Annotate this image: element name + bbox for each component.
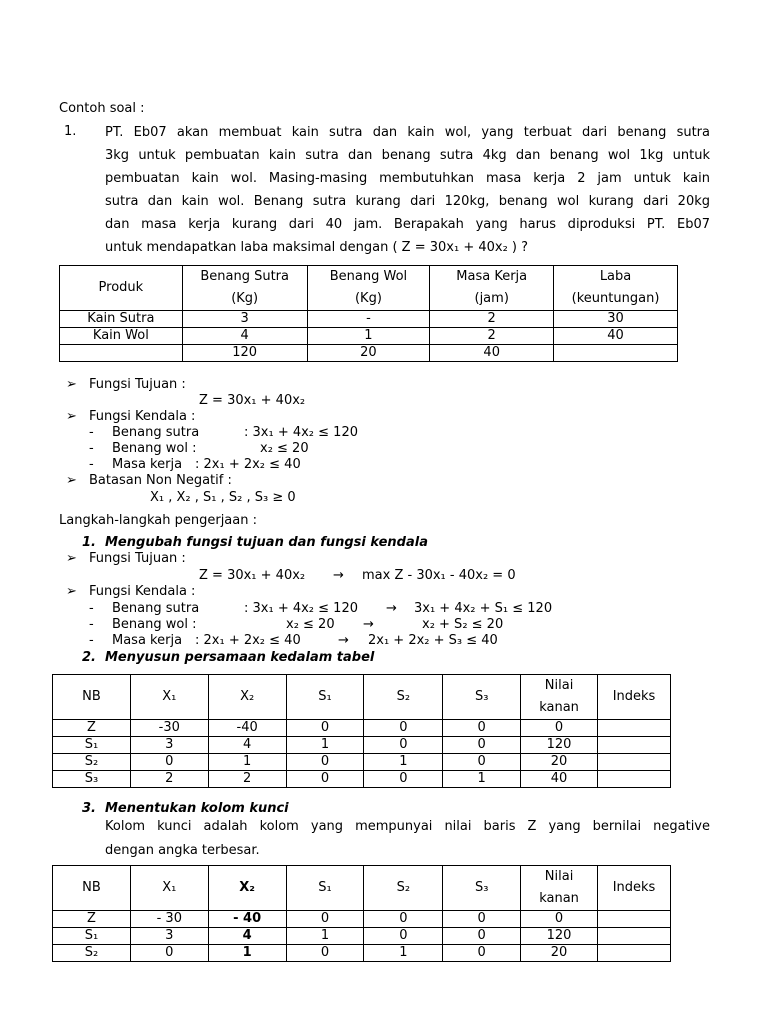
table-cell bbox=[554, 345, 678, 362]
table-cell: 0 bbox=[364, 928, 443, 945]
table-header-cell: Masa Kerja (jam) bbox=[430, 266, 554, 311]
table-cell bbox=[60, 345, 183, 362]
problem-line: 3kg untuk pembuatan kain sutra dan benang sutra 4kg dan benang wol 1kg untuk bbox=[105, 148, 710, 163]
table-cell: 2 bbox=[430, 328, 554, 345]
table-cell: 1 bbox=[208, 754, 286, 771]
problem-line: dan masa kerja kurang dari 40 jam. Berapakah yang harus diproduksi PT. Eb07 bbox=[105, 217, 710, 232]
arrow-icon: → bbox=[363, 617, 374, 632]
table-cell: S₁ bbox=[53, 737, 131, 754]
key-column-header: X₂ bbox=[208, 866, 286, 911]
table-cell: 0 bbox=[443, 928, 521, 945]
nonneg-label: Batasan Non Negatif : bbox=[89, 473, 232, 488]
table-cell: 0 bbox=[443, 945, 521, 962]
table-cell: 1 bbox=[286, 737, 364, 754]
constraint-label: Benang sutra bbox=[112, 601, 200, 616]
table-row bbox=[60, 311, 678, 328]
step-title: Mengubah fungsi tujuan dan fungsi kendala bbox=[105, 535, 428, 550]
tujuan-equation: Z = 30x₁ + 40x₂ bbox=[199, 568, 306, 583]
tujuan-equation: Z = 30x₁ + 40x₂ bbox=[199, 393, 306, 408]
constraint-result: 2x₁ + 2x₂ + S₃ ≤ 40 bbox=[368, 633, 498, 648]
constraint-result: 3x₁ + 4x₂ + S₁ ≤ 120 bbox=[414, 601, 553, 616]
bullet-icon: ➢ bbox=[66, 551, 77, 566]
table-header-cell: S₂ bbox=[364, 866, 443, 911]
table-cell: 2 bbox=[130, 771, 208, 788]
constraint-label: Benang sutra bbox=[112, 425, 200, 440]
description-line: dengan angka terbesar. bbox=[105, 843, 260, 858]
steps-title: Langkah-langkah pengerjaan : bbox=[59, 513, 257, 528]
table-cell: 120 bbox=[182, 345, 307, 362]
table-row bbox=[53, 771, 671, 788]
table-header-cell: Produk bbox=[60, 266, 183, 311]
table-cell: 3 bbox=[182, 311, 307, 328]
table-cell: 0 bbox=[286, 720, 364, 737]
dash-bullet: - bbox=[89, 617, 94, 632]
table-cell: 0 bbox=[443, 911, 521, 928]
step-title: Menentukan kolom kunci bbox=[105, 801, 289, 816]
table-cell bbox=[598, 720, 671, 737]
dash-bullet: - bbox=[89, 425, 94, 440]
table-cell: S₃ bbox=[53, 771, 131, 788]
table-cell: 0 bbox=[364, 720, 443, 737]
nonneg-equation: X₁ , X₂ , S₁ , S₂ , S₃ ≥ 0 bbox=[150, 490, 296, 505]
simplex-table-key-column bbox=[52, 865, 671, 962]
table-cell: 0 bbox=[443, 737, 521, 754]
table-row bbox=[53, 928, 671, 945]
step-description bbox=[105, 815, 710, 863]
dash-bullet: - bbox=[89, 601, 94, 616]
table-header-cell: S₂ bbox=[364, 675, 443, 720]
table-cell: 0 bbox=[286, 911, 364, 928]
constraint-label: Benang wol : bbox=[112, 441, 197, 456]
table-header-row bbox=[53, 866, 671, 911]
table-cell: 30 bbox=[554, 311, 678, 328]
table-row bbox=[53, 737, 671, 754]
constraint-equation: : 2x₁ + 2x₂ ≤ 40 bbox=[195, 457, 301, 472]
bullet-icon: ➢ bbox=[66, 377, 77, 392]
kendala-label: Fungsi Kendala : bbox=[89, 584, 196, 599]
table-cell: 20 bbox=[521, 945, 598, 962]
table-cell: 2 bbox=[430, 311, 554, 328]
table-header-cell: S₃ bbox=[443, 866, 521, 911]
constraint-equation: x₂ ≤ 20 bbox=[260, 441, 309, 456]
table-cell: 0 bbox=[286, 771, 364, 788]
table-cell bbox=[598, 737, 671, 754]
table-row bbox=[53, 754, 671, 771]
step-number: 1. bbox=[82, 535, 96, 550]
table-header-cell: X₂ bbox=[208, 675, 286, 720]
table-cell: 3 bbox=[130, 737, 208, 754]
constraint-label: Masa kerja bbox=[112, 457, 183, 472]
table-cell: S₁ bbox=[53, 928, 131, 945]
table-header-cell: S₁ bbox=[286, 675, 364, 720]
tujuan-label: Fungsi Tujuan : bbox=[89, 377, 186, 392]
table-header-cell: Indeks bbox=[598, 675, 671, 720]
table-cell: 1 bbox=[443, 771, 521, 788]
table-header-cell: NB bbox=[53, 675, 131, 720]
table-cell: - bbox=[307, 311, 430, 328]
step-number: 3. bbox=[82, 801, 96, 816]
table-cell: 1 bbox=[364, 945, 443, 962]
table-header-cell: Laba (keuntungan) bbox=[554, 266, 678, 311]
table-cell bbox=[598, 945, 671, 962]
table-cell: 0 bbox=[521, 911, 598, 928]
table-header-cell: Nilai kanan bbox=[521, 866, 598, 911]
table-cell: 1 bbox=[364, 754, 443, 771]
problem-line: untuk mendapatkan laba maksimal dengan ( Z = 30x₁ + 40x₂ ) ? bbox=[105, 240, 529, 255]
table-header-cell: X₁ bbox=[130, 866, 208, 911]
problem-text bbox=[105, 121, 710, 259]
key-column-cell: - 40 bbox=[208, 911, 286, 928]
table-cell: 0 bbox=[130, 945, 208, 962]
table-cell: 120 bbox=[521, 737, 598, 754]
dash-bullet: - bbox=[89, 633, 94, 648]
table-cell: 120 bbox=[521, 928, 598, 945]
table-cell: 0 bbox=[364, 911, 443, 928]
problem-line: sutra dan kain wol. Benang sutra kurang dari 120kg, benang wol kurang dari 20kg bbox=[105, 194, 710, 209]
table-header-cell: S₁ bbox=[286, 866, 364, 911]
bullet-icon: ➢ bbox=[66, 584, 77, 599]
arrow-icon: → bbox=[338, 633, 349, 648]
table-cell: 0 bbox=[286, 754, 364, 771]
table-header-cell: NB bbox=[53, 866, 131, 911]
table-cell: 40 bbox=[521, 771, 598, 788]
table-cell: 0 bbox=[364, 771, 443, 788]
table-header-cell: X₁ bbox=[130, 675, 208, 720]
table-cell: -40 bbox=[208, 720, 286, 737]
step-number: 2. bbox=[82, 650, 96, 665]
table-row bbox=[53, 911, 671, 928]
key-column-cell: 1 bbox=[208, 945, 286, 962]
table-cell: 0 bbox=[521, 720, 598, 737]
table-cell: Kain Sutra bbox=[60, 311, 183, 328]
table-cell: 0 bbox=[130, 754, 208, 771]
constraint-equation: : 2x₁ + 2x₂ ≤ 40 bbox=[195, 633, 301, 648]
table-cell: 20 bbox=[307, 345, 430, 362]
bullet-icon: ➢ bbox=[66, 473, 77, 488]
table-cell: 0 bbox=[443, 754, 521, 771]
table-header-cell: Benang Wol (Kg) bbox=[307, 266, 430, 311]
table-row bbox=[53, 720, 671, 737]
table-cell: 20 bbox=[521, 754, 598, 771]
dash-bullet: - bbox=[89, 457, 94, 472]
constraint-equation: x₂ ≤ 20 bbox=[286, 617, 335, 632]
table-cell: 4 bbox=[182, 328, 307, 345]
table-row bbox=[60, 328, 678, 345]
table-header-cell: S₃ bbox=[443, 675, 521, 720]
table-cell: Z bbox=[53, 720, 131, 737]
step-title: Menyusun persamaan kedalam tabel bbox=[105, 650, 375, 665]
table-cell: Z bbox=[53, 911, 131, 928]
key-column-cell: 4 bbox=[208, 928, 286, 945]
constraint-result: x₂ + S₂ ≤ 20 bbox=[422, 617, 504, 632]
table-cell: S₂ bbox=[53, 945, 131, 962]
table-cell: Kain Wol bbox=[60, 328, 183, 345]
table-header-cell: Benang Sutra (Kg) bbox=[182, 266, 307, 311]
problem-line: PT. Eb07 akan membuat kain sutra dan kain wol, yang terbuat dari benang sutra bbox=[105, 125, 710, 140]
table-cell: 4 bbox=[208, 737, 286, 754]
table-header-row bbox=[60, 266, 678, 311]
table-cell: 0 bbox=[364, 737, 443, 754]
table-cell bbox=[598, 771, 671, 788]
table-cell: 2 bbox=[208, 771, 286, 788]
table-cell: 0 bbox=[443, 720, 521, 737]
kendala-label: Fungsi Kendala : bbox=[89, 409, 196, 424]
table-cell: 3 bbox=[130, 928, 208, 945]
constraint-label: Benang wol : bbox=[112, 617, 197, 632]
tujuan-result: max Z - 30x₁ - 40x₂ = 0 bbox=[362, 568, 516, 583]
table-cell: 0 bbox=[286, 945, 364, 962]
table-cell: S₂ bbox=[53, 754, 131, 771]
constraint-equation: : 3x₁ + 4x₂ ≤ 120 bbox=[244, 425, 358, 440]
table-cell bbox=[598, 754, 671, 771]
table-header-row bbox=[53, 675, 671, 720]
arrow-icon: → bbox=[333, 568, 344, 583]
problem-line: pembuatan kain wol. Masing-masing membutuhkan masa kerja 2 jam untuk kain bbox=[105, 171, 710, 186]
section-title: Contoh soal : bbox=[59, 101, 145, 116]
description-line: Kolom kunci adalah kolom yang mempunyai nilai baris Z yang bernilai negative bbox=[105, 819, 710, 834]
table-header-cell: Nilai kanan bbox=[521, 675, 598, 720]
table-cell: 40 bbox=[554, 328, 678, 345]
table-cell: 1 bbox=[307, 328, 430, 345]
table-cell: - 30 bbox=[130, 911, 208, 928]
table-cell: -30 bbox=[130, 720, 208, 737]
table-row bbox=[60, 345, 678, 362]
table-cell bbox=[598, 928, 671, 945]
dash-bullet: - bbox=[89, 441, 94, 456]
constraint-label: Masa kerja bbox=[112, 633, 183, 648]
tujuan-label: Fungsi Tujuan : bbox=[89, 551, 186, 566]
table-cell bbox=[598, 911, 671, 928]
product-table bbox=[59, 265, 678, 362]
arrow-icon: → bbox=[386, 601, 397, 616]
bullet-icon: ➢ bbox=[66, 409, 77, 424]
table-cell: 40 bbox=[430, 345, 554, 362]
constraint-equation: : 3x₁ + 4x₂ ≤ 120 bbox=[244, 601, 358, 616]
problem-number: 1. bbox=[64, 124, 77, 139]
table-header-cell: Indeks bbox=[598, 866, 671, 911]
table-row bbox=[53, 945, 671, 962]
table-cell: 1 bbox=[286, 928, 364, 945]
simplex-table bbox=[52, 674, 671, 788]
